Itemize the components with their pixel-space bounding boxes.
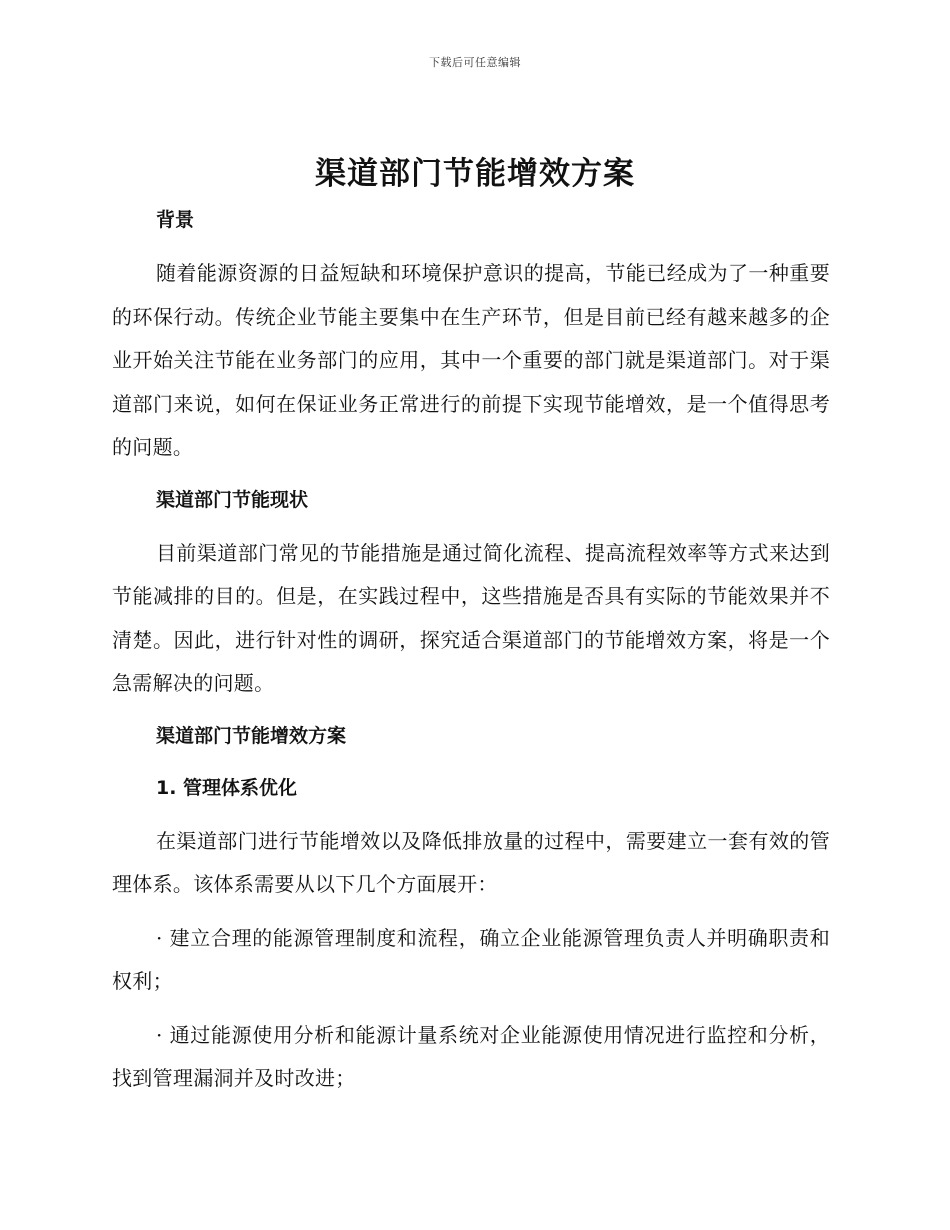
bullet-item: · 建立合理的能源管理制度和流程，确立企业能源管理负责人并明确职责和权利； xyxy=(112,925,830,993)
paragraph-management: 在渠道部门进行节能增效以及降低排放量的过程中，需要建立一套有效的管理体系。该体系需要从以下几个方面展开： xyxy=(112,828,830,896)
header-note: 下载后可任意编辑 xyxy=(429,56,521,69)
section-heading-plan: 渠道部门节能增效方案 xyxy=(156,724,347,747)
document-body xyxy=(112,200,830,1111)
section-heading-status: 渠道部门节能现状 xyxy=(156,488,309,511)
paragraph-status: 目前渠道部门常见的节能措施是通过简化流程、提高流程效率等方式来达到节能减排的目的。但是，在实践过程中，这些措施是否具有实际的节能效果并不清楚。因此，进行针对性的调研，探究适合渠道部门的节能增效方案，将是一个急需解决的问题。 xyxy=(112,540,830,695)
paragraph-background: 随着能源资源的日益短缺和环境保护意识的提高，节能已经成为了一种重要的环保行动。传统企业节能主要集中在生产环节，但是目前已经有越来越多的企业开始关注节能在业务部门的应用，其中一个重要的部门就是渠道部门。对于渠道部门来说，如何在保证业务正常进行的前提下实现节能增效，是一个值得思考的问题。 xyxy=(112,261,830,459)
section-heading-background: 背景 xyxy=(156,209,195,231)
subsection-heading-management: 1. 管理体系优化 xyxy=(156,776,298,799)
document-title: 渠道部门节能增效方案 xyxy=(315,156,635,192)
bullet-item: · 通过能源使用分析和能源计量系统对企业能源使用情况进行监控和分析，找到管理漏洞并及时改进； xyxy=(112,1022,830,1090)
